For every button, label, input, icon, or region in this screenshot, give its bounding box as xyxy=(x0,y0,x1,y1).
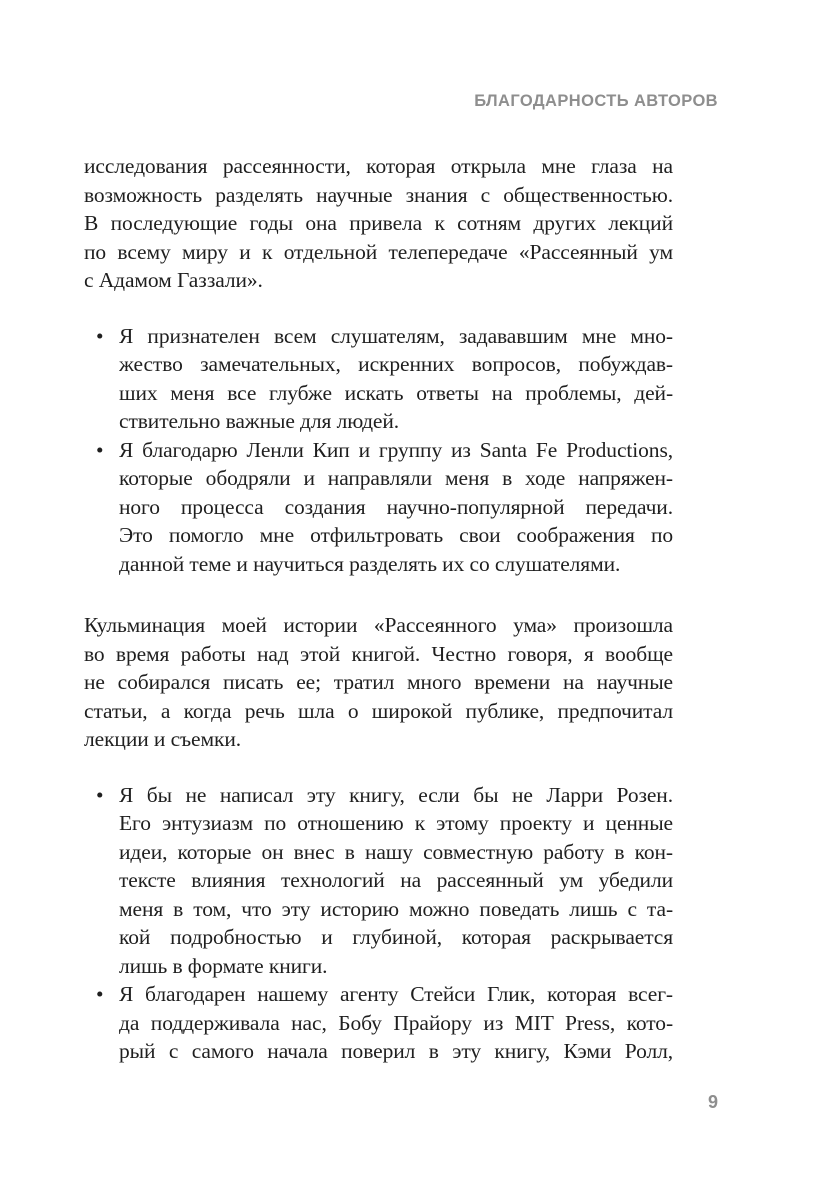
text-line: ших меня все глубже искать ответы на проблемы, дей- xyxy=(119,380,673,405)
text-line: тексте влияния технологий на рассеянный ум убедили xyxy=(119,868,673,892)
text-line: ного процесса создания научно-популярной передачи. xyxy=(119,494,673,519)
bullet-icon: • xyxy=(96,782,104,807)
bullet-icon: • xyxy=(96,437,104,462)
bullet-item xyxy=(84,436,673,579)
bullet-item xyxy=(84,781,673,981)
text-line: по всему миру и к отдельной телепередаче «Рассеянный ум xyxy=(84,239,673,264)
page-number: 9 xyxy=(707,1092,718,1112)
bullet-item xyxy=(84,980,673,1066)
text-line: идеи, которые он внес в нашу совместную работу в кон- xyxy=(119,839,673,864)
text-line: Кульминация моей истории «Рассеянного ума» произошла xyxy=(84,613,673,637)
text-line: Я благодарю Ленли Кип и группу из Santa Fe Productions, xyxy=(119,437,673,462)
page-content xyxy=(84,152,673,1066)
bullet-list xyxy=(84,322,673,579)
text-line: исследования рассеянности, которая открыла мне глаза на xyxy=(84,154,673,178)
bullet-icon: • xyxy=(96,323,104,348)
text-line: меня в том, что эту историю можно поведать лишь с та- xyxy=(119,896,673,921)
text-line: да поддерживала нас, Бобу Прайору из MIT Press, кото- xyxy=(119,1010,673,1035)
text-line: рый с самого начала поверил в эту книгу, Кэми Ролл, xyxy=(119,1039,673,1063)
bullet-item xyxy=(84,322,673,436)
text-line: Я признателен всем слушателям, задававшим мне мно- xyxy=(119,323,673,348)
paragraph xyxy=(84,152,673,295)
text-line: кой подробностью и глубиной, которая раскрывается xyxy=(119,925,673,949)
text-line: Я благодарен нашему агенту Стейси Глик, которая всег- xyxy=(119,982,673,1006)
text-line: лекции и съемки. xyxy=(84,727,242,751)
running-header: БЛАГОДАРНОСТЬ АВТОРОВ xyxy=(474,92,718,110)
text-line: ствительно важные для людей. xyxy=(119,409,400,433)
paragraph xyxy=(84,611,673,754)
bullet-list xyxy=(84,781,673,1066)
text-line: Я бы не написал эту книгу, если бы не Ларри Розен. xyxy=(119,782,673,807)
text-line: возможность разделять научные знания с общественностью. xyxy=(84,182,673,207)
text-line: Его энтузиазм по отношению к этому проекту и ценные xyxy=(119,811,673,835)
bullet-icon: • xyxy=(96,982,104,1006)
text-line: данной теме и научиться разделять их со слушателями. xyxy=(119,551,621,576)
text-line: которые ободряли и направляли меня в ходе напряжен- xyxy=(119,466,673,490)
text-line: В последующие годы она привела к сотням других лекций xyxy=(84,211,673,235)
text-line: с Адамом Газзали». xyxy=(84,268,263,292)
text-line: лишь в формате книги. xyxy=(119,953,328,978)
text-line: статьи, а когда речь шла о широкой публике, предпочитал xyxy=(84,698,673,723)
text-line: во время работы над этой книгой. Честно говоря, я вообще xyxy=(84,641,673,666)
text-line: не собирался писать ее; тратил много времени на научные xyxy=(84,670,673,694)
text-line: жество замечательных, искренних вопросов, побуждав- xyxy=(119,352,673,376)
text-line: Это помогло мне отфильтровать свои соображения по xyxy=(119,523,673,547)
